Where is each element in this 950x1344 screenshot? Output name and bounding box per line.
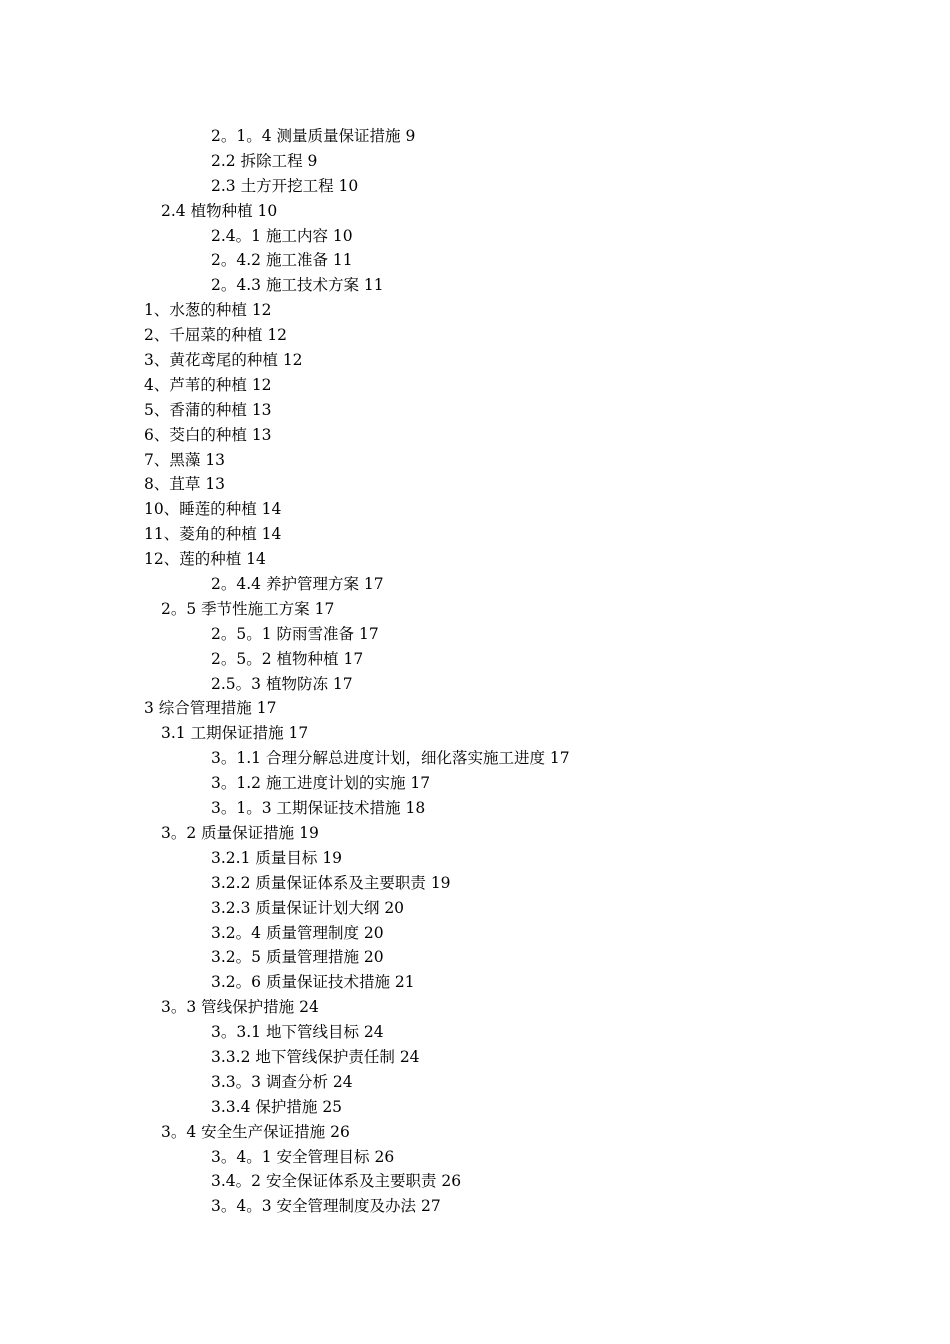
toc-entry-title: 3.1 工期保证措施: [161, 724, 284, 743]
toc-entry-page-number: 12: [282, 351, 303, 370]
toc-entry-page-number: 21: [394, 973, 415, 992]
toc-entry: [0, 945, 950, 970]
toc-entry-title: 2。4.4 养护管理方案: [211, 575, 359, 594]
toc-entry-title: 1、水葱的种植: [144, 301, 247, 320]
toc-entry-page-number: 20: [363, 948, 384, 967]
toc-entry-title: 2.2 拆除工程: [211, 151, 303, 170]
toc-entry-title: 3.3。3 调查分析: [211, 1072, 328, 1091]
toc-entry-title: 2。4.2 施工准备: [211, 251, 328, 270]
toc-entry-title: 11、菱角的种植: [144, 525, 257, 544]
toc-entry-page-number: 10: [332, 226, 353, 245]
toc-entry-title: 2.3 土方开挖工程: [211, 176, 334, 195]
toc-entry-page-number: 13: [251, 425, 272, 444]
toc-entry: [0, 647, 950, 672]
toc-entry-page-number: 24: [299, 998, 319, 1017]
toc-entry: [0, 149, 950, 174]
toc-entry: [0, 622, 950, 647]
toc-entry-title: 3。2 质量保证措施: [161, 823, 295, 842]
toc-entry-page-number: 10: [257, 201, 278, 220]
toc-entry: [0, 522, 950, 547]
toc-entry-title: 3。4。3 安全管理制度及办法: [211, 1197, 417, 1216]
toc-entry-page-number: 10: [338, 176, 359, 195]
toc-entry: [0, 1169, 950, 1194]
toc-entry-page-number: 17: [410, 774, 431, 793]
toc-entry: [0, 597, 950, 622]
toc-entry-page-number: 12: [267, 326, 288, 345]
toc-entry-page-number: 14: [246, 550, 266, 569]
toc-entry-title: 10、睡莲的种植: [144, 500, 257, 519]
toc-entry-title: 3.2。4 质量管理制度: [211, 923, 359, 942]
toc-entry-title: 2。5 季节性施工方案: [161, 599, 310, 618]
toc-entry: [0, 796, 950, 821]
toc-entry-page-number: 13: [205, 450, 226, 469]
toc-entry: [0, 323, 950, 348]
toc-entry-title: 3.2.3 质量保证计划大纲: [211, 898, 380, 917]
toc-entry-page-number: 9: [307, 151, 318, 170]
toc-entry: [0, 896, 950, 921]
toc-entry: [0, 547, 950, 572]
toc-entry-title: 2。5。1 防雨雪准备: [211, 624, 355, 643]
toc-entry: [0, 871, 950, 896]
toc-entry: [0, 970, 950, 995]
toc-entry-title: 3.2。5 质量管理措施: [211, 948, 359, 967]
toc-entry-page-number: 13: [251, 400, 272, 419]
toc-entry: [0, 1045, 950, 1070]
toc-entry-title: 3.4。2 安全保证体系及主要职责: [211, 1172, 437, 1191]
toc-entry: [0, 423, 950, 448]
toc-entry-title: 6、茭白的种植: [144, 425, 247, 444]
toc-entry-page-number: 12: [251, 301, 272, 320]
toc-entry-page-number: 13: [205, 475, 226, 494]
toc-entry: [0, 1145, 950, 1170]
toc-entry-page-number: 17: [314, 599, 335, 618]
toc-entry-page-number: 26: [330, 1122, 350, 1141]
toc-entry: [0, 373, 950, 398]
toc-entry-page-number: 26: [374, 1147, 395, 1166]
toc-entry-page-number: 24: [363, 1023, 384, 1042]
toc-entry-title: 3。4 安全生产保证措施: [161, 1122, 326, 1141]
toc-entry: [0, 1095, 950, 1120]
toc-entry: [0, 995, 950, 1020]
toc-entry-page-number: 9: [405, 127, 416, 145]
toc-entry-page-number: 27: [420, 1197, 441, 1216]
toc-entry: [0, 696, 950, 721]
toc-entry-title: 3.2.2 质量保证体系及主要职责: [211, 873, 426, 892]
toc-entry-title: 2。1。4 测量质量保证措施: [211, 127, 401, 145]
toc-entry-title: 2、千屈菜的种植: [144, 326, 263, 345]
toc-entry: [0, 821, 950, 846]
toc-entry-title: 5、香蒲的种植: [144, 400, 247, 419]
toc-entry: [0, 746, 950, 771]
toc-entry: [0, 398, 950, 423]
toc-entry: [0, 1020, 950, 1045]
toc-entry-title: 3。3 管线保护措施: [161, 998, 295, 1017]
toc-entry-title: 3.2。6 质量保证技术措施: [211, 973, 390, 992]
toc-entry: [0, 672, 950, 697]
toc-entry: [0, 1070, 950, 1095]
toc-entry-title: 3。3.1 地下管线目标: [211, 1023, 359, 1042]
toc-entry: [0, 572, 950, 597]
toc-entry-title: 12、莲的种植: [144, 550, 242, 569]
toc-entry-title: 3。1。3 工期保证技术措施: [211, 799, 401, 818]
toc-entry-title: 3.3.2 地下管线保护责任制: [211, 1047, 395, 1066]
toc-entry: [0, 348, 950, 373]
toc-entry: [0, 1194, 950, 1219]
toc-entry: [0, 298, 950, 323]
toc-entry-title: 3。4。1 安全管理目标: [211, 1147, 370, 1166]
toc-entry: [0, 248, 950, 273]
toc-entry-title: 2.5。3 植物防冻: [211, 674, 328, 693]
toc-entry: [0, 497, 950, 522]
toc-entry: [0, 771, 950, 796]
toc-entry-title: 3。1.2 施工进度计划的实施: [211, 774, 406, 793]
toc-entry-page-number: 17: [288, 724, 309, 743]
toc-entry-page-number: 20: [363, 923, 384, 942]
toc-entry-page-number: 17: [332, 674, 353, 693]
toc-entry-title: 4、芦苇的种植: [144, 375, 247, 394]
toc-entry-title: 3.3.4 保护措施: [211, 1097, 318, 1116]
toc-entry-page-number: 24: [332, 1072, 353, 1091]
toc-entry-page-number: 19: [299, 823, 319, 842]
toc-entry: [0, 199, 950, 224]
toc-entry-page-number: 14: [261, 500, 282, 519]
toc-entry-title: 3.2.1 质量目标: [211, 848, 318, 867]
toc-entry: [0, 273, 950, 298]
toc-entry-page-number: 20: [384, 898, 405, 917]
toc-entry-page-number: 24: [399, 1047, 420, 1066]
toc-entry: [0, 472, 950, 497]
toc-entry-page-number: 26: [441, 1172, 462, 1191]
toc-entry-page-number: 17: [363, 575, 384, 594]
toc-entry: [0, 224, 950, 249]
toc-entry-title: 2.4。1 施工内容: [211, 226, 328, 245]
toc-entry-title: 2。5。2 植物种植: [211, 649, 339, 668]
toc-entry: [0, 174, 950, 199]
toc-entry-title: 3 综合管理措施: [144, 699, 252, 718]
toc-entry: [0, 448, 950, 473]
toc-entry-title: 7、黑藻: [144, 450, 201, 469]
toc-entry-title: 3、黄花鸢尾的种植: [144, 351, 278, 370]
toc-entry-page-number: 12: [251, 375, 272, 394]
toc-entry: [0, 1120, 950, 1145]
toc-entry-page-number: 11: [332, 251, 353, 270]
table-of-contents: [0, 124, 950, 1219]
toc-entry: [0, 721, 950, 746]
toc-entry: [0, 846, 950, 871]
toc-entry-title: 2。4.3 施工技术方案: [211, 276, 359, 295]
toc-entry-title: 2.4 植物种植: [161, 201, 253, 220]
toc-entry: [0, 921, 950, 946]
toc-entry: [0, 124, 950, 149]
toc-entry-page-number: 17: [358, 624, 379, 643]
toc-entry-page-number: 17: [256, 699, 277, 718]
toc-entry-page-number: 17: [549, 749, 570, 768]
toc-entry-page-number: 17: [343, 649, 364, 668]
toc-entry-page-number: 19: [430, 873, 451, 892]
toc-entry-page-number: 25: [322, 1097, 343, 1116]
toc-entry-title: 8、苴草: [144, 475, 201, 494]
toc-entry-page-number: 19: [322, 848, 343, 867]
toc-entry-title: 3。1.1 合理分解总进度计划，细化落实施工进度: [211, 749, 545, 768]
toc-entry-page-number: 18: [405, 799, 426, 818]
toc-entry-page-number: 14: [261, 525, 282, 544]
toc-entry-page-number: 11: [363, 276, 384, 295]
